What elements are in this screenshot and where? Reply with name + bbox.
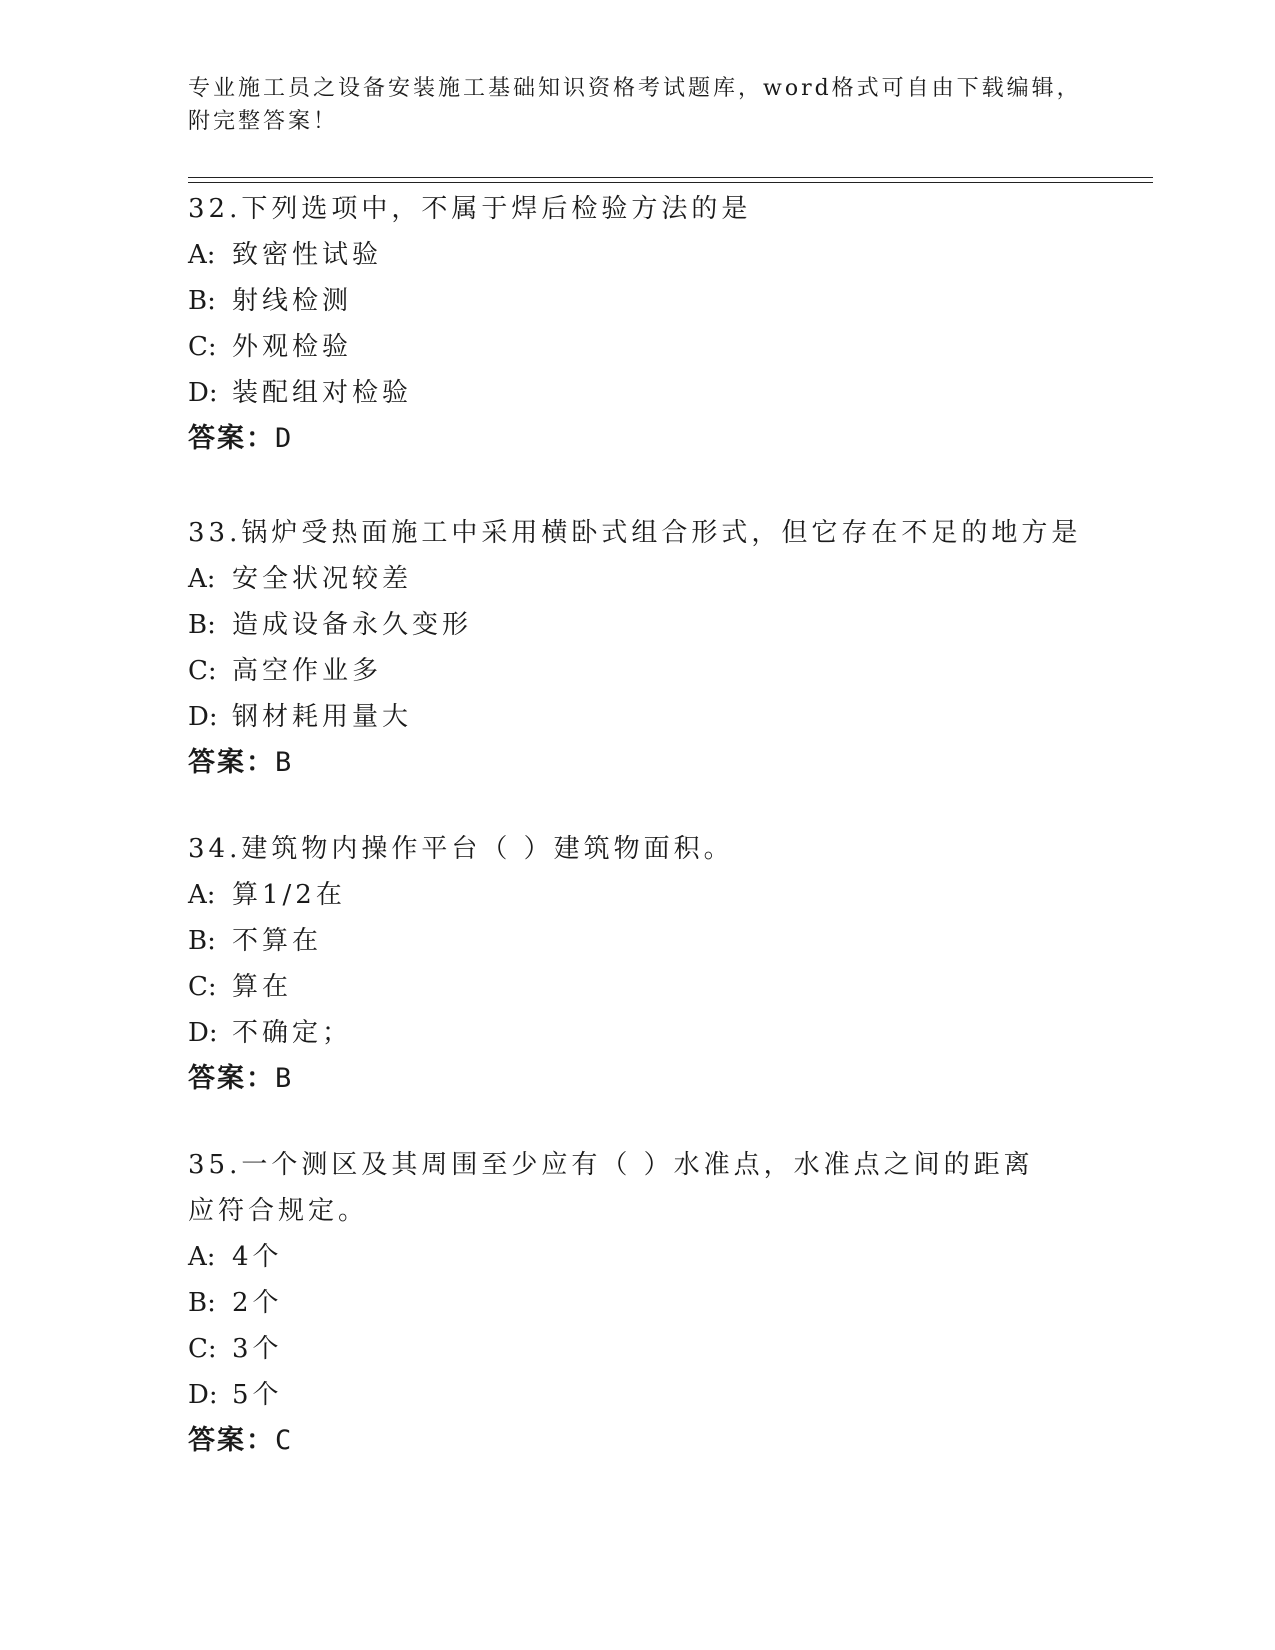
option-text: 5个: [232, 1380, 283, 1410]
header-line-2: 附完整答案！: [188, 109, 339, 134]
option-a: [188, 232, 1088, 278]
option-letter: C:: [188, 972, 217, 1002]
answer-label: 答案：: [188, 1425, 275, 1456]
option-letter: A:: [188, 1242, 216, 1272]
option-text: 致密性试验: [232, 240, 383, 270]
answer-value: C: [275, 1425, 294, 1456]
option-c: [188, 324, 1088, 370]
option-text: 安全状况较差: [232, 564, 413, 594]
option-c: [188, 1326, 1088, 1372]
header-line-1: 专业施工员之设备安装施工基础知识资格考试题库，word格式可自由下载编辑，: [188, 76, 1082, 101]
option-text: 2个: [232, 1288, 283, 1318]
option-letter: B:: [188, 286, 216, 316]
option-d: [188, 1010, 1088, 1056]
option-a: [188, 556, 1088, 602]
answer-value: B: [275, 1063, 294, 1094]
option-text: 射线检测: [232, 286, 353, 316]
option-d: [188, 1372, 1088, 1418]
option-letter: D:: [188, 702, 218, 732]
option-text: 不算在: [232, 926, 323, 956]
option-text: 装配组对检验: [232, 378, 413, 408]
option-text: 钢材耗用量大: [232, 702, 413, 732]
option-letter: D:: [188, 378, 218, 408]
option-a: [188, 1234, 1088, 1280]
option-text: 造成设备永久变形: [232, 610, 473, 640]
option-d: [188, 370, 1088, 416]
option-text: 3个: [232, 1334, 283, 1364]
option-letter: A:: [188, 880, 216, 910]
answer-line: [188, 1418, 1088, 1464]
option-letter: A:: [188, 240, 216, 270]
question-stem: 34.建筑物内操作平台（ ）建筑物面积。: [188, 834, 734, 864]
header-divider-top: [188, 177, 1153, 178]
answer-line: [188, 740, 1088, 786]
document-header: [188, 72, 1088, 138]
answer-line: [188, 1056, 1088, 1102]
option-letter: A:: [188, 564, 216, 594]
option-letter: C:: [188, 332, 217, 362]
question-block: [188, 826, 1088, 1102]
option-letter: C:: [188, 1334, 217, 1364]
header-divider-bottom: [188, 182, 1153, 183]
question-block: [188, 186, 1088, 462]
option-letter: B:: [188, 610, 216, 640]
answer-label: 答案：: [188, 747, 275, 778]
question-stem: 32.下列选项中，不属于焊后检验方法的是: [188, 194, 752, 224]
option-letter: D:: [188, 1380, 218, 1410]
option-b: [188, 1280, 1088, 1326]
option-letter: B:: [188, 1288, 216, 1318]
question-stem: 33.锅炉受热面施工中采用横卧式组合形式，但它存在不足的地方是: [188, 518, 1082, 548]
answer-value: B: [275, 747, 294, 778]
option-text: 不确定；: [232, 1018, 353, 1048]
option-a: [188, 872, 1088, 918]
option-c: [188, 964, 1088, 1010]
answer-line: [188, 416, 1088, 462]
option-text: 算1/2在: [232, 880, 346, 910]
answer-value: D: [275, 423, 294, 454]
option-text: 算在: [232, 972, 293, 1002]
option-b: [188, 278, 1088, 324]
option-b: [188, 602, 1088, 648]
option-d: [188, 694, 1088, 740]
option-letter: C:: [188, 656, 217, 686]
answer-label: 答案：: [188, 423, 275, 454]
option-text: 高空作业多: [232, 656, 383, 686]
answer-label: 答案：: [188, 1063, 275, 1094]
question-stem: 35.一个测区及其周围至少应有（ ）水准点，水准点之间的距离应符合规定。: [188, 1150, 1034, 1226]
option-letter: D:: [188, 1018, 218, 1048]
question-block: [188, 1142, 1088, 1464]
option-letter: B:: [188, 926, 216, 956]
option-text: 外观检验: [232, 332, 353, 362]
question-block: [188, 510, 1088, 786]
option-c: [188, 648, 1088, 694]
option-b: [188, 918, 1088, 964]
option-text: 4个: [232, 1242, 283, 1272]
